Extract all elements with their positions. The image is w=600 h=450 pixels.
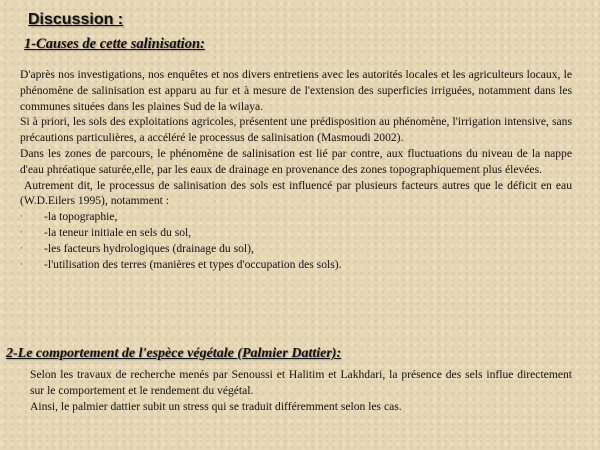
list-item: [20, 209, 572, 225]
section1-paragraph: Si à priori, les sols des exploitations agricoles, présentent une prédisposition au phénomène, l'irrigation intensive, sans précautions particulières, a accéléré le processus de salinisation (Masmoudi 2002).: [20, 115, 572, 145]
factor-text: -les facteurs hydrologiques (drainage du sol),: [44, 241, 254, 255]
bullet-icon: ·: [20, 242, 23, 253]
bullet-icon: ·: [20, 258, 23, 269]
list-item: [20, 241, 572, 257]
discussion-heading: Discussion :: [28, 11, 124, 28]
factors-list: [20, 209, 572, 272]
factor-text: -l'utilisation des terres (manières et types d'occupation des sols).: [44, 257, 342, 271]
bullet-icon: ·: [20, 211, 23, 222]
bullet-icon: ·: [20, 226, 23, 237]
section1-paragraph: Dans les zones de parcours, le phénomène de salinisation est lié par contre, aux fluctuations du niveau de la nappe d'eau phréatique saturée,elle, par les eaux de drainage en provenance des zones topographiquement plus élevées.: [20, 146, 572, 176]
list-item: [20, 225, 572, 241]
section1-paragraph: Autrement dit, le processus de salinisation des sols est influencé par plusieurs facteurs autres que le déficit en eau (W.D.Eilers 1995), notamment :: [20, 178, 572, 208]
section2-body: [30, 367, 572, 414]
section1-paragraph: D'après nos investigations, nos enquêtes et nos divers entretiens avec les autorités locales et les agriculteurs locaux, le phénomène de salinisation est apparu au fur et à mesure de l'extension des superficies irriguées, notamment dans les communes situées dans les plaines Sud de la wilaya.: [20, 68, 572, 113]
section2-title: 2-Le comportement de l'espèce végétale (Palmier Dattier):: [6, 346, 342, 361]
factor-text: -la topographie,: [44, 210, 118, 224]
section2-paragraph: Selon les travaux de recherche menés par Senoussi et Halitim et Lakhdari, la présence des sels influe directement sur le comportement et le rendement du végétal.: [30, 368, 572, 397]
section2-paragraph: Ainsi, le palmier dattier subit un stress qui se traduit différemment selon les cas.: [30, 399, 402, 413]
section1-title: 1-Causes de cette salinisation:: [24, 36, 205, 52]
factor-text: -la teneur initiale en sels du sol,: [44, 225, 192, 239]
list-item: [20, 257, 572, 273]
section1-body: [20, 67, 572, 272]
